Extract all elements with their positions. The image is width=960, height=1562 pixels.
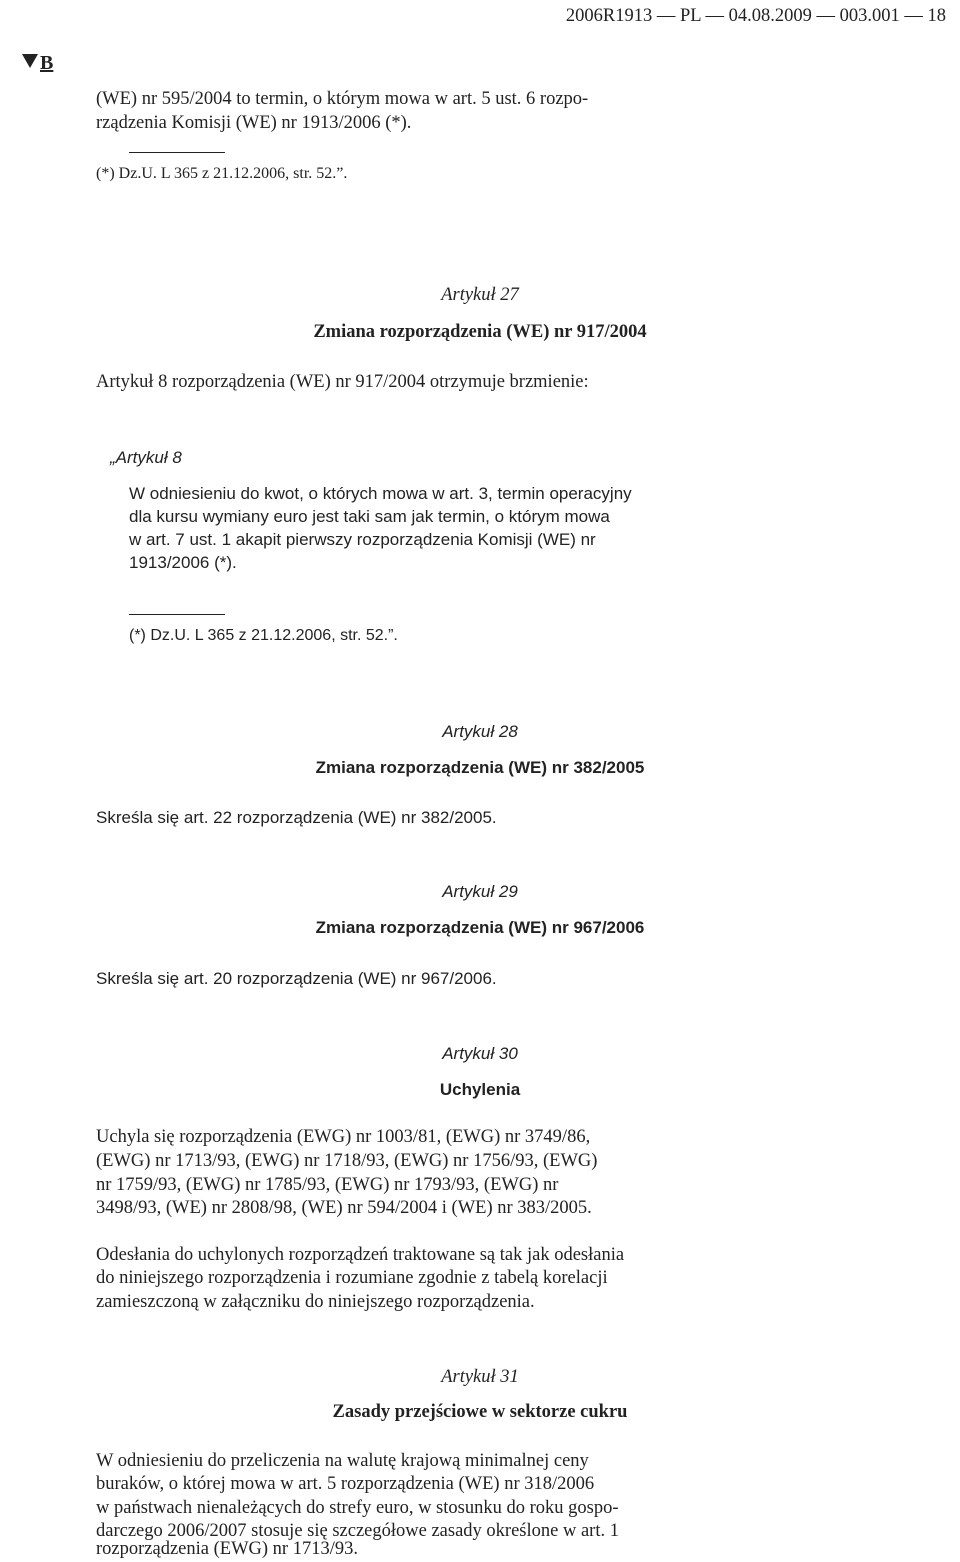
art27-quote-line-3: w art. 7 ust. 1 akapit pierwszy rozporządzenia Komisji (WE) nr: [129, 530, 596, 549]
footnote-1: (*) Dz.U. L 365 z 21.12.2006, str. 52.”.: [96, 165, 348, 182]
art31-number: Artykuł 31: [441, 1367, 519, 1387]
art29-number: Artykuł 29: [442, 882, 518, 901]
art30-number: Artykuł 30: [442, 1044, 518, 1063]
triangle-down-icon: [22, 54, 38, 68]
art27-quote-line-2: dla kursu wymiany euro jest taki sam jak termin, o którym mowa: [129, 507, 610, 526]
art30-para1-line-1: Uchyla się rozporządzenia (EWG) nr 1003/81, (EWG) nr 3749/86,: [96, 1127, 591, 1147]
intro-line-2: rządzenia Komisji (WE) nr 1913/2006 (*).: [96, 113, 412, 133]
art31-para-line-5: rozporządzenia (EWG) nr 1713/93.: [96, 1539, 358, 1559]
art31-para-line-2: buraków, o której mowa w art. 5 rozporządzenia (WE) nr 318/2006: [96, 1474, 595, 1494]
art27-quote-line-1: W odniesieniu do kwot, o których mowa w art. 3, termin operacyjny: [129, 484, 632, 503]
art31-para-line-1: W odniesieniu do przeliczenia na walutę krajową minimalnej ceny: [96, 1451, 589, 1471]
art30-para1-line-2: (EWG) nr 1713/93, (EWG) nr 1718/93, (EWG) nr 1756/93, (EWG): [96, 1151, 598, 1171]
amendment-marker: [22, 52, 53, 75]
art27-body: Artykuł 8 rozporządzenia (WE) nr 917/2004 otrzymuje brzmienie:: [96, 372, 589, 392]
art30-para1-line-4: 3498/93, (WE) nr 2808/98, (WE) nr 594/2004 i (WE) nr 383/2005.: [96, 1198, 592, 1218]
art30-title: Uchylenia: [439, 1080, 521, 1099]
footnote-separator: [129, 152, 225, 153]
art30-para2-line-1: Odesłania do uchylonych rozporządzeń traktowane są tak jak odesłania: [96, 1245, 625, 1265]
art28-title: Zmiana rozporządzenia (WE) nr 382/2005: [315, 758, 645, 777]
art31-title: Zasady przejściowe w sektorze cukru: [332, 1402, 628, 1422]
art27-footnote: (*) Dz.U. L 365 z 21.12.2006, str. 52.”.: [129, 627, 398, 644]
art28-body: Skreśla się art. 22 rozporządzenia (WE) nr 382/2005.: [96, 808, 497, 827]
footnote-separator: [129, 614, 225, 615]
art31-para-line-4: darczego 2006/2007 stosuje się szczegółowe zasady określone w art. 1: [96, 1521, 619, 1541]
art31-para-line-3: w państwach nienależących do strefy euro, w stosunku do roku gospo-: [96, 1498, 619, 1518]
marker-letter: B: [40, 52, 54, 74]
document-header: 2006R1913 — PL — 04.08.2009 — 003.001 — 18: [565, 6, 946, 26]
intro-line-1: (WE) nr 595/2004 to termin, o którym mowa w art. 5 ust. 6 rozpo-: [96, 89, 589, 109]
art27-quote-line-4: 1913/2006 (*).: [129, 553, 237, 572]
art30-para1-line-3: nr 1759/93, (EWG) nr 1785/93, (EWG) nr 1793/93, (EWG) nr: [96, 1175, 559, 1195]
art30-para2-line-2: do niniejszego rozporządzenia i rozumiane zgodnie z tabelą korelacji: [96, 1268, 608, 1288]
art30-para2-line-3: zamieszczoną w załączniku do niniejszego rozporządzenia.: [96, 1292, 535, 1312]
art29-title: Zmiana rozporządzenia (WE) nr 967/2006: [315, 918, 645, 937]
art29-body: Skreśla się art. 20 rozporządzenia (WE) nr 967/2006.: [96, 969, 497, 988]
art27-quote-heading: „Artykuł 8: [110, 448, 182, 467]
art27-title: Zmiana rozporządzenia (WE) nr 917/2004: [313, 322, 647, 342]
art27-number: Artykuł 27: [441, 285, 519, 305]
art28-number: Artykuł 28: [442, 722, 518, 741]
